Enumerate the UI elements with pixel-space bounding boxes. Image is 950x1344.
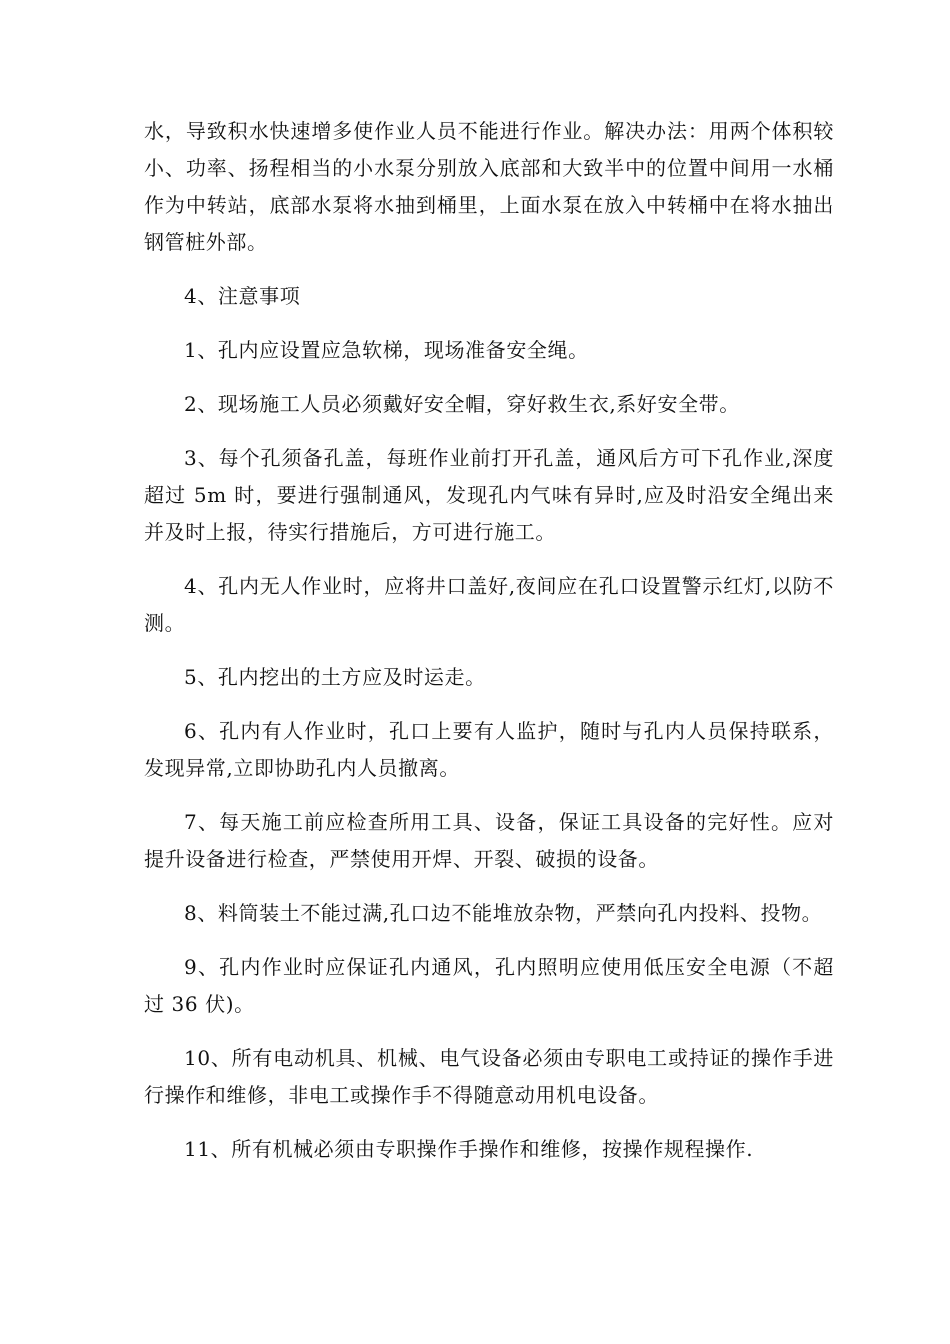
list-item-9: 9、孔内作业时应保证孔内通风，孔内照明应使用低压安全电源（不超过 36 伏)。 <box>144 955 834 1016</box>
list-item-3: 3、每个孔须备孔盖，每班作业前打开孔盖，通风后方可下孔作业,深度超过 5m 时，要进行强制通风，发现孔内气味有异时,应及时沿安全绳出来并及时上报，待实行措施后，方可进行施工。 <box>144 446 834 544</box>
list-item-5: 5、孔内挖出的土方应及时运走。 <box>184 665 486 689</box>
list-item-2: 2、现场施工人员必须戴好安全帽，穿好救生衣,系好安全带。 <box>184 392 740 416</box>
list-item-10: 10、所有电动机具、机械、电气设备必须由专职电工或持证的操作手进行操作和维修，非电工或操作手不得随意动用机电设备。 <box>144 1046 834 1107</box>
list-item-8: 8、料筒装土不能过满,孔口边不能堆放杂物，严禁向孔内投料、投物。 <box>184 901 823 925</box>
document-body <box>144 113 834 1185</box>
list-item-4: 4、孔内无人作业时，应将井口盖好,夜间应在孔口设置警示红灯,以防不测。 <box>144 574 834 635</box>
list-item-7: 7、每天施工前应检查所用工具、设备，保证工具设备的完好性。应对提升设备进行检查，严禁使用开焊、开裂、破损的设备。 <box>144 810 834 871</box>
list-item-11: 11、所有机械必须由专职操作手操作和维修，按操作规程操作. <box>184 1137 754 1161</box>
list-item-6: 6、孔内有人作业时，孔口上要有人监护，随时与孔内人员保持联系，发现异常,立即协助孔内人员撤离。 <box>144 719 834 780</box>
paragraph-continuation: 水，导致积水快速增多使作业人员不能进行作业。解决办法：用两个体积较小、功率、扬程相当的小水泵分别放入底部和大致半中的位置中间用一水桶作为中转站，底部水泵将水抽到桶里，上面水泵在放入中转桶中在将水抽出钢管桩外部。 <box>144 119 834 254</box>
section-heading: 4、注意事项 <box>184 284 301 308</box>
list-item-1: 1、孔内应设置应急软梯，现场准备安全绳。 <box>184 338 589 362</box>
